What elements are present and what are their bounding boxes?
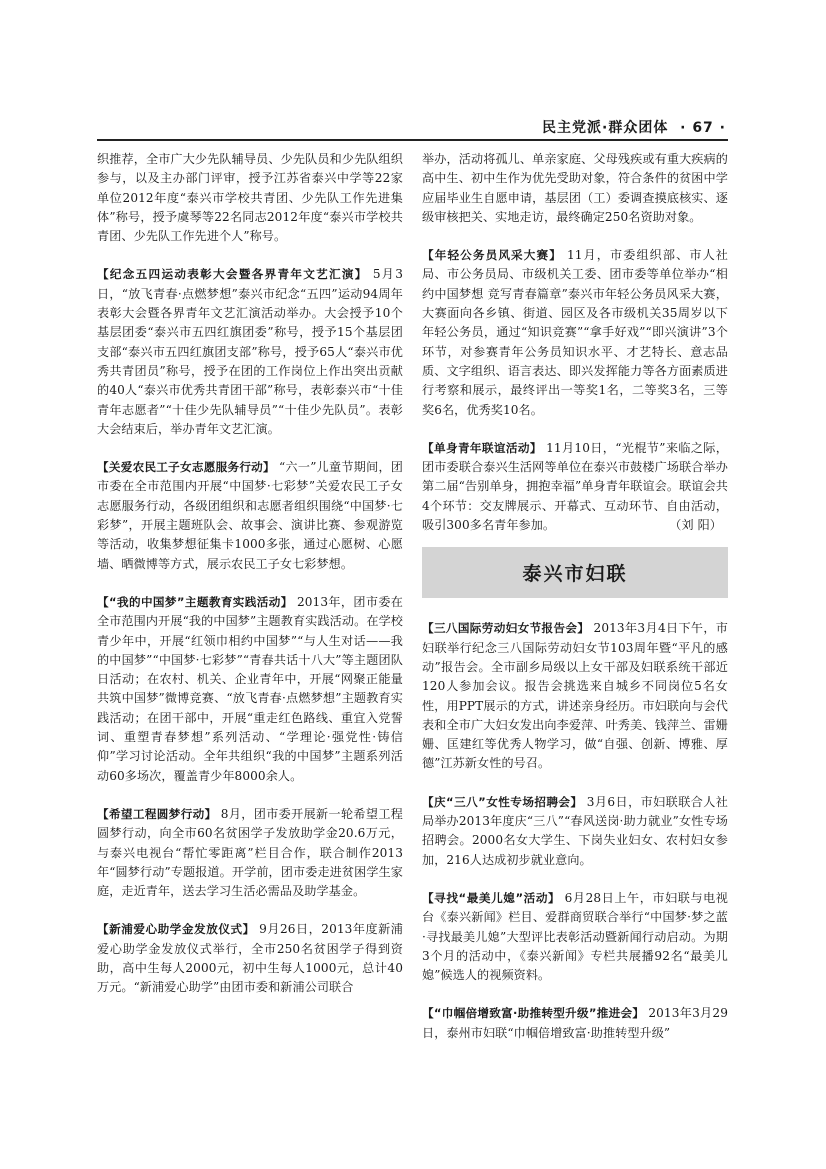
article-paragraph: 【三八国际劳动妇女节报告会】 2013年3月4日下午，市妇联举行纪念三八国际劳动妇女节103周年暨“平凡的感动”报告会。全市副乡局级以上女干部及妇联系统干部近120人参加会议。报告会挑选来自城乡不同岗位5名女性，用PPT展示的方式，讲述亲身经历。市妇联向与会代表和全市广大妇女发出向李爱萍、叶秀美、钱萍兰、雷姗姗、匡建红等优秀人物学习，做“自强、创新、博雅、厚德”江苏新女性的号召。 [422,621,728,771]
article-heading: 【年轻公务员风采大赛】 [422,248,562,263]
article-paragraph: 举办，活动将孤儿、单亲家庭、父母残疾或有重大疾病的高中生、初中生作为优先受助对象，符合条件的贫困中学应届毕业生自愿申请，基层团（工）委调查摸底核实、逐级审核把关、实地走访，最终确定250名资助对象。 [422,152,728,224]
article-paragraph: 【寻找“最美儿媳”活动】 6月28日上午，市妇联与电视台《泰兴新闻》栏目、爱群商贸联合举行“中国梦·梦之蓝·寻找最美儿媳”大型评比表彰活动暨新闻行动启动。为期3个月的活动中，《泰兴新闻》专栏共展播92名“最美儿媳”候选人的视频资料。 [422,890,728,983]
article-paragraph: 【希望工程圆梦行动】 8月，团市委开展新一轮希望工程圆梦行动，向全市60名贫困学子发放助学金20.6万元，与泰兴电视台“帮忙零距离”栏目合作，联合制作2013年“圆梦行动”专题报道。开学前，团市委走进贫困学生家庭，走近青年，送去学习生活必需品及助学基金。 [97,806,403,899]
left-column [97,150,403,998]
article-heading: 【寻找“最美儿媳”活动】 [422,890,561,905]
article-heading: 【“我的中国梦”主题教育实践活动】 [97,594,293,609]
right-column [422,150,728,1043]
article-paragraph: 【单身青年联谊活动】 11月10日，“光棍节”来临之际，团市委联合泰兴生活网等单位在泰兴市鼓楼广场联合举办第二届“告别单身，拥抱幸福”单身青年联谊会。联谊会共4个环节：交友牌展示、开幕式、互动环节、自由活动，吸引300多名青年参加。 （刘 阳） [422,439,728,535]
article-heading: 【希望工程圆梦行动】 [97,806,217,821]
running-header [97,116,728,136]
article-heading: 【庆“三八”女性专场招聘会】 [422,794,583,809]
article-heading: 【纪念五四运动表彰大会暨各界青年文艺汇演】 [97,267,368,282]
article-paragraph: 【关爱农民工子女志愿服务行动】 “六一”儿童节期间，团市委在全市范围内开展“中国梦·七彩梦”关爱农民工子女志愿服务行动，各级团组织和志愿者组织围绕“中国梦·七彩梦”，开展主题班队会、故事会、演讲比赛、参观游览等活动，收集梦想征集卡1000多张，通过心愿树、心愿墙、晒微博等方式，展示农民工子女七彩梦想。 [97,460,403,571]
article-paragraph: 【新浦爱心助学金发放仪式】 9月26日，2013年度新浦爱心助学金发放仪式举行，全市250名贫困学子得到资助，高中生每人2000元，初中生每人1000元，总计40万元。“新浦爱心助学”由团市委和新浦公司联合 [97,922,403,995]
section-title: 泰兴市妇联 [522,563,628,586]
header-title-with-page [542,117,726,137]
page-number: · 67 · [680,120,726,136]
article-paragraph: 织推荐，全市广大少先队辅导员、少先队员和少先队组织参与，以及主办部门评审，授予江苏省泰兴中学等22家单位2012年度“泰兴市学校共青团、少先队工作先进集体”称号，授予虞琴等22名同志2012年度“泰兴市学校共青团、少先队工作先进个人”称号。 [97,152,403,244]
header-rule [97,139,728,141]
article-heading: 【新浦爱心助学金发放仪式】 [97,922,255,937]
article-paragraph: 【庆“三八”女性专场招聘会】 3月6日，市妇联联合人社局举办2013年度庆“三八”“春风送岗·助力就业”女性专场招聘会。2000名女大学生、下岗失业妇女、农村妇女参加，216人达成初步就业意向。 [422,794,728,867]
article-paragraph: 【“我的中国梦”主题教育实践活动】 2013年，团市委在全市范围内开展“我的中国梦”主题教育实践活动。在学校青少年中，开展“红领巾相约中国梦”“与人生对话——我的中国梦”“中国梦·七彩梦”“青春共话十八大”等主题团队日活动；在农村、机关、企业青年中，开展“网聚正能量 共筑中国梦”微博竞赛、“放飞青春·点燃梦想”主题教育实践活动；在团干部中，开展“重走红色路线、重宜入党誓词、重塑青春梦想”系列活动、“学理论·强党性·铸信仰”学习讨论活动。全年共组织“我的中国梦”主题系列活动60多场次，覆盖青少年8000余人。 [97,594,403,783]
article-paragraph: 【年轻公务员风采大赛】 11月，市委组织部、市人社局、市公务员局、市级机关工委、团市委等单位举办“相约中国梦想 竞写青春篇章”泰兴市年轻公务员风采大赛，大赛面向各乡镇、街道、园区及各市级机关35周岁以下年轻公务员，通过“知识竞赛”“拿手好戏”“即兴演讲”3个环节，对参赛青年公务员知识水平、才艺特长、意志品质、文字组织、语言表达、即兴发挥能力等各方面素质进行考察和展示，最终评出一等奖1名，二等奖3名，三等奖6名，优秀奖10名。 [422,248,728,417]
header-section-title: 民主党派·群众团体 [542,120,669,136]
article-heading: 【三八国际劳动妇女节报告会】 [422,621,590,636]
article-paragraph: 【“巾帼倍增致富·助推转型升级”推进会】 2013年3月29日，泰州市妇联“巾帼倍增致富·助推转型升级” [422,1006,728,1040]
section-banner [422,547,728,598]
article-heading: 【关爱农民工子女志愿服务行动】 [97,460,275,475]
author-credit: （刘 阳） [669,518,722,533]
article-heading: 【“巾帼倍增致富·助推转型升级”推进会】 [422,1006,645,1021]
article-paragraph: 【纪念五四运动表彰大会暨各界青年文艺汇演】 5月3日，“放飞青春·点燃梦想”泰兴市纪念“五四”运动94周年表彰大会暨各界青年文艺汇演活动举办。大会授予10个基层团委“泰兴市五四红旗团委”称号，授予15个基层团支部“泰兴市五四红旗团支部”称号，授予65人“泰兴市优秀共青团员”称号，授予在团的工作岗位上作出突出贡献的40人“泰兴市优秀共青团干部”称号，表彰泰兴市“十佳青年志愿者”“十佳少先队辅导员”“十佳少先队员”。表彰大会结束后，举办青年文艺汇演。 [97,267,403,436]
article-heading: 【单身青年联谊活动】 [422,440,542,455]
